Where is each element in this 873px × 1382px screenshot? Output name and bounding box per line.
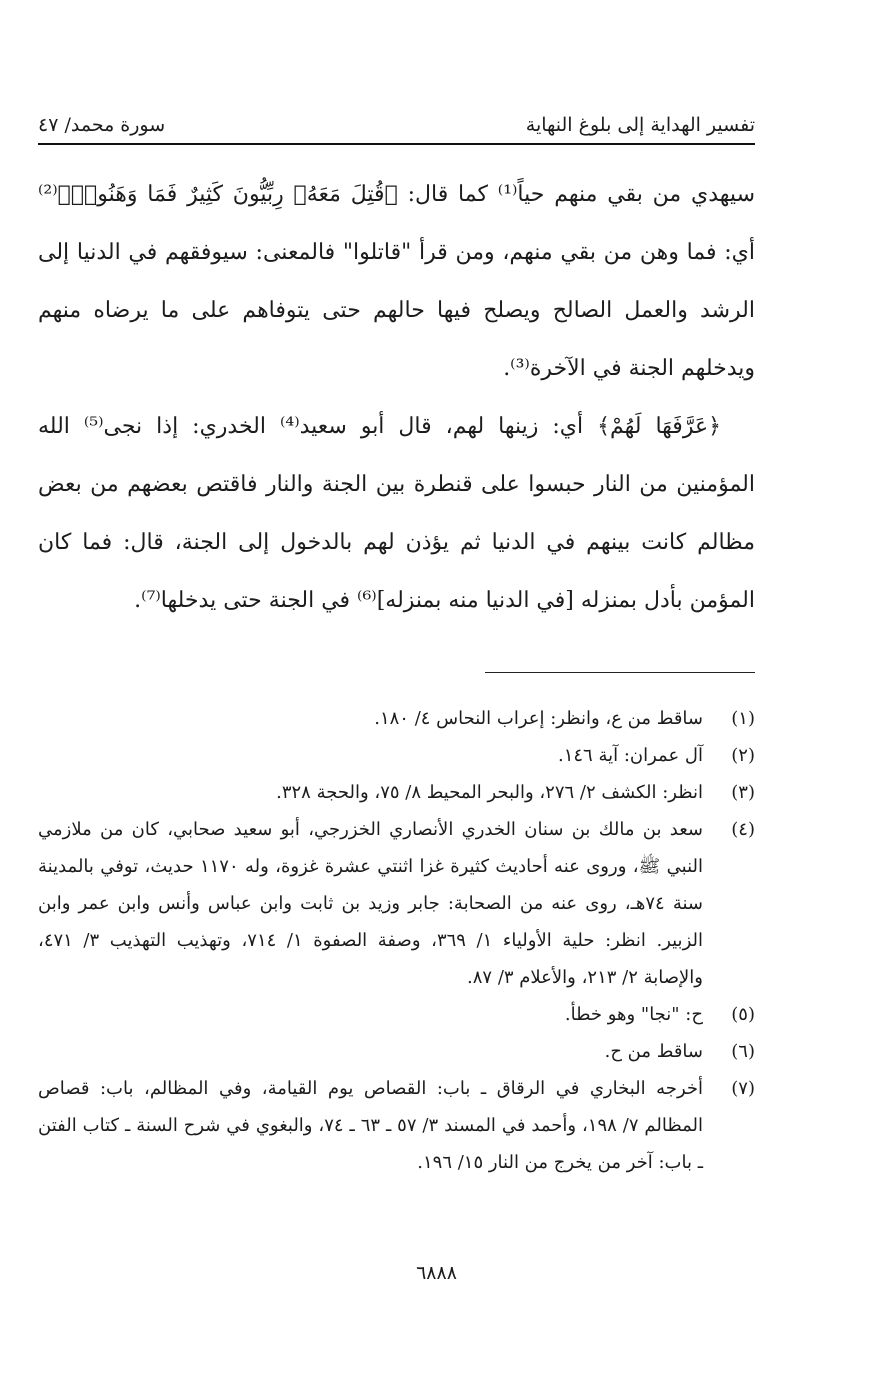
footnote-text: أخرجه البخاري في الرقاق ـ باب: القصاص يوم القيامة، وفي المظالم، باب: قصاص المظالم ٧/ ١٩٨، وأحمد في المسند ٣/ ٥٧ ـ ٦٣ ـ ٧٤، والبغوي في شرح السنة ـ كتاب الفتن ـ باب: آخر من يخرج من النار ١٥/ ١٩٦. bbox=[38, 1078, 704, 1173]
main-text bbox=[38, 166, 755, 630]
footnotes bbox=[38, 700, 755, 1181]
header-rule bbox=[38, 143, 755, 145]
footnote bbox=[38, 811, 755, 996]
footnote-number: (٦) bbox=[731, 1041, 755, 1062]
footnote-number: (١) bbox=[731, 708, 755, 729]
footnote-number: (٥) bbox=[731, 1004, 755, 1025]
footnote-text: سعد بن مالك بن سنان الخدري الأنصاري الخزرجي، أبو سعيد صحابي، كان من ملازمي النبي ﷺ، وروى عنه أحاديث كثيرة غزا اثنتي عشرة غزوة، وله ١١٧٠ حديث، توفي بالمدينة سنة ٧٤هـ، روى عنه من الصحابة: جابر وزيد بن ثابت وابن عباس وأنس وابن عمر وابن الزبير. انظر: حلية الأولياء ١/ ٣٦٩، وصفة الصفوة ١/ ٧١٤، وتهذيب التهذيب ٣/ ٤٧١، والإصابة ٢/ ٢١٣، والأعلام ٣/ ٨٧. bbox=[38, 819, 703, 988]
footnote bbox=[38, 1033, 755, 1070]
footnote bbox=[38, 700, 755, 737]
footnote-number: (٧) bbox=[731, 1078, 755, 1099]
footnote bbox=[38, 1070, 755, 1181]
surah-reference: سورة محمد/ ٤٧ bbox=[38, 114, 166, 136]
footnote-separator bbox=[485, 672, 755, 673]
footnote-text: انظر: الكشف ٢/ ٢٧٦، والبحر المحيط ٨/ ٧٥، والحجة ٣٢٨. bbox=[276, 782, 703, 803]
footnote-number: (٣) bbox=[731, 782, 755, 803]
footnote bbox=[38, 737, 755, 774]
book-title: تفسير الهداية إلى بلوغ النهاية bbox=[525, 114, 755, 136]
running-header bbox=[38, 100, 755, 136]
footnote bbox=[38, 996, 755, 1033]
footnote-text: ساقط من ع، وانظر: إعراب النحاس ٤/ ١٨٠. bbox=[374, 708, 703, 729]
footnote-number: (٤) bbox=[731, 819, 755, 840]
footnote bbox=[38, 774, 755, 811]
footnote-text: ح: "نجا" وهو خطأ. bbox=[564, 1004, 703, 1025]
footnote-text: آل عمران: آية ١٤٦. bbox=[557, 745, 703, 766]
footnote-number: (٢) bbox=[731, 745, 755, 766]
paragraph: سيهدي من بقي منهم حياً⁽¹⁾ كما قال: ﴿قُتِلَ مَعَهُۥ رِبِّيُّونَ كَثِيرٌ فَمَا وَهَنُوا۟﴾⁽²⁾ أي: فما وهن من بقي منهم، ومن قرأ "قاتلوا" فالمعنى: سيوفقهم في الدنيا إلى الرشد والعمل الصالح ويصلح فيها حالهم حتى يتوفاهم على ما يرضاه منهم ويدخلهم الجنة في الآخرة⁽³⁾. bbox=[38, 182, 756, 381]
page-number: ٦٨٨٨ bbox=[416, 1262, 457, 1284]
footnote-text: ساقط من ح. bbox=[604, 1041, 703, 1062]
paragraph: ﴿عَرَّفَهَا لَهُمْ﴾ أي: زينها لهم، قال أبو سعيد⁽⁴⁾ الخدري: إذا نجى⁽⁵⁾ الله المؤمنين من النار حبسوا على قنطرة بين الجنة والنار فاقتص بعضهم من بعض مظالم كانت بينهم في الدنيا ثم يؤذن لهم بالدخول إلى الجنة، قال: فما كان المؤمن بأدل بمنزله [في الدنيا منه بمنزله]⁽⁶⁾ في الجنة حتى يدخلها⁽⁷⁾. bbox=[38, 414, 755, 613]
